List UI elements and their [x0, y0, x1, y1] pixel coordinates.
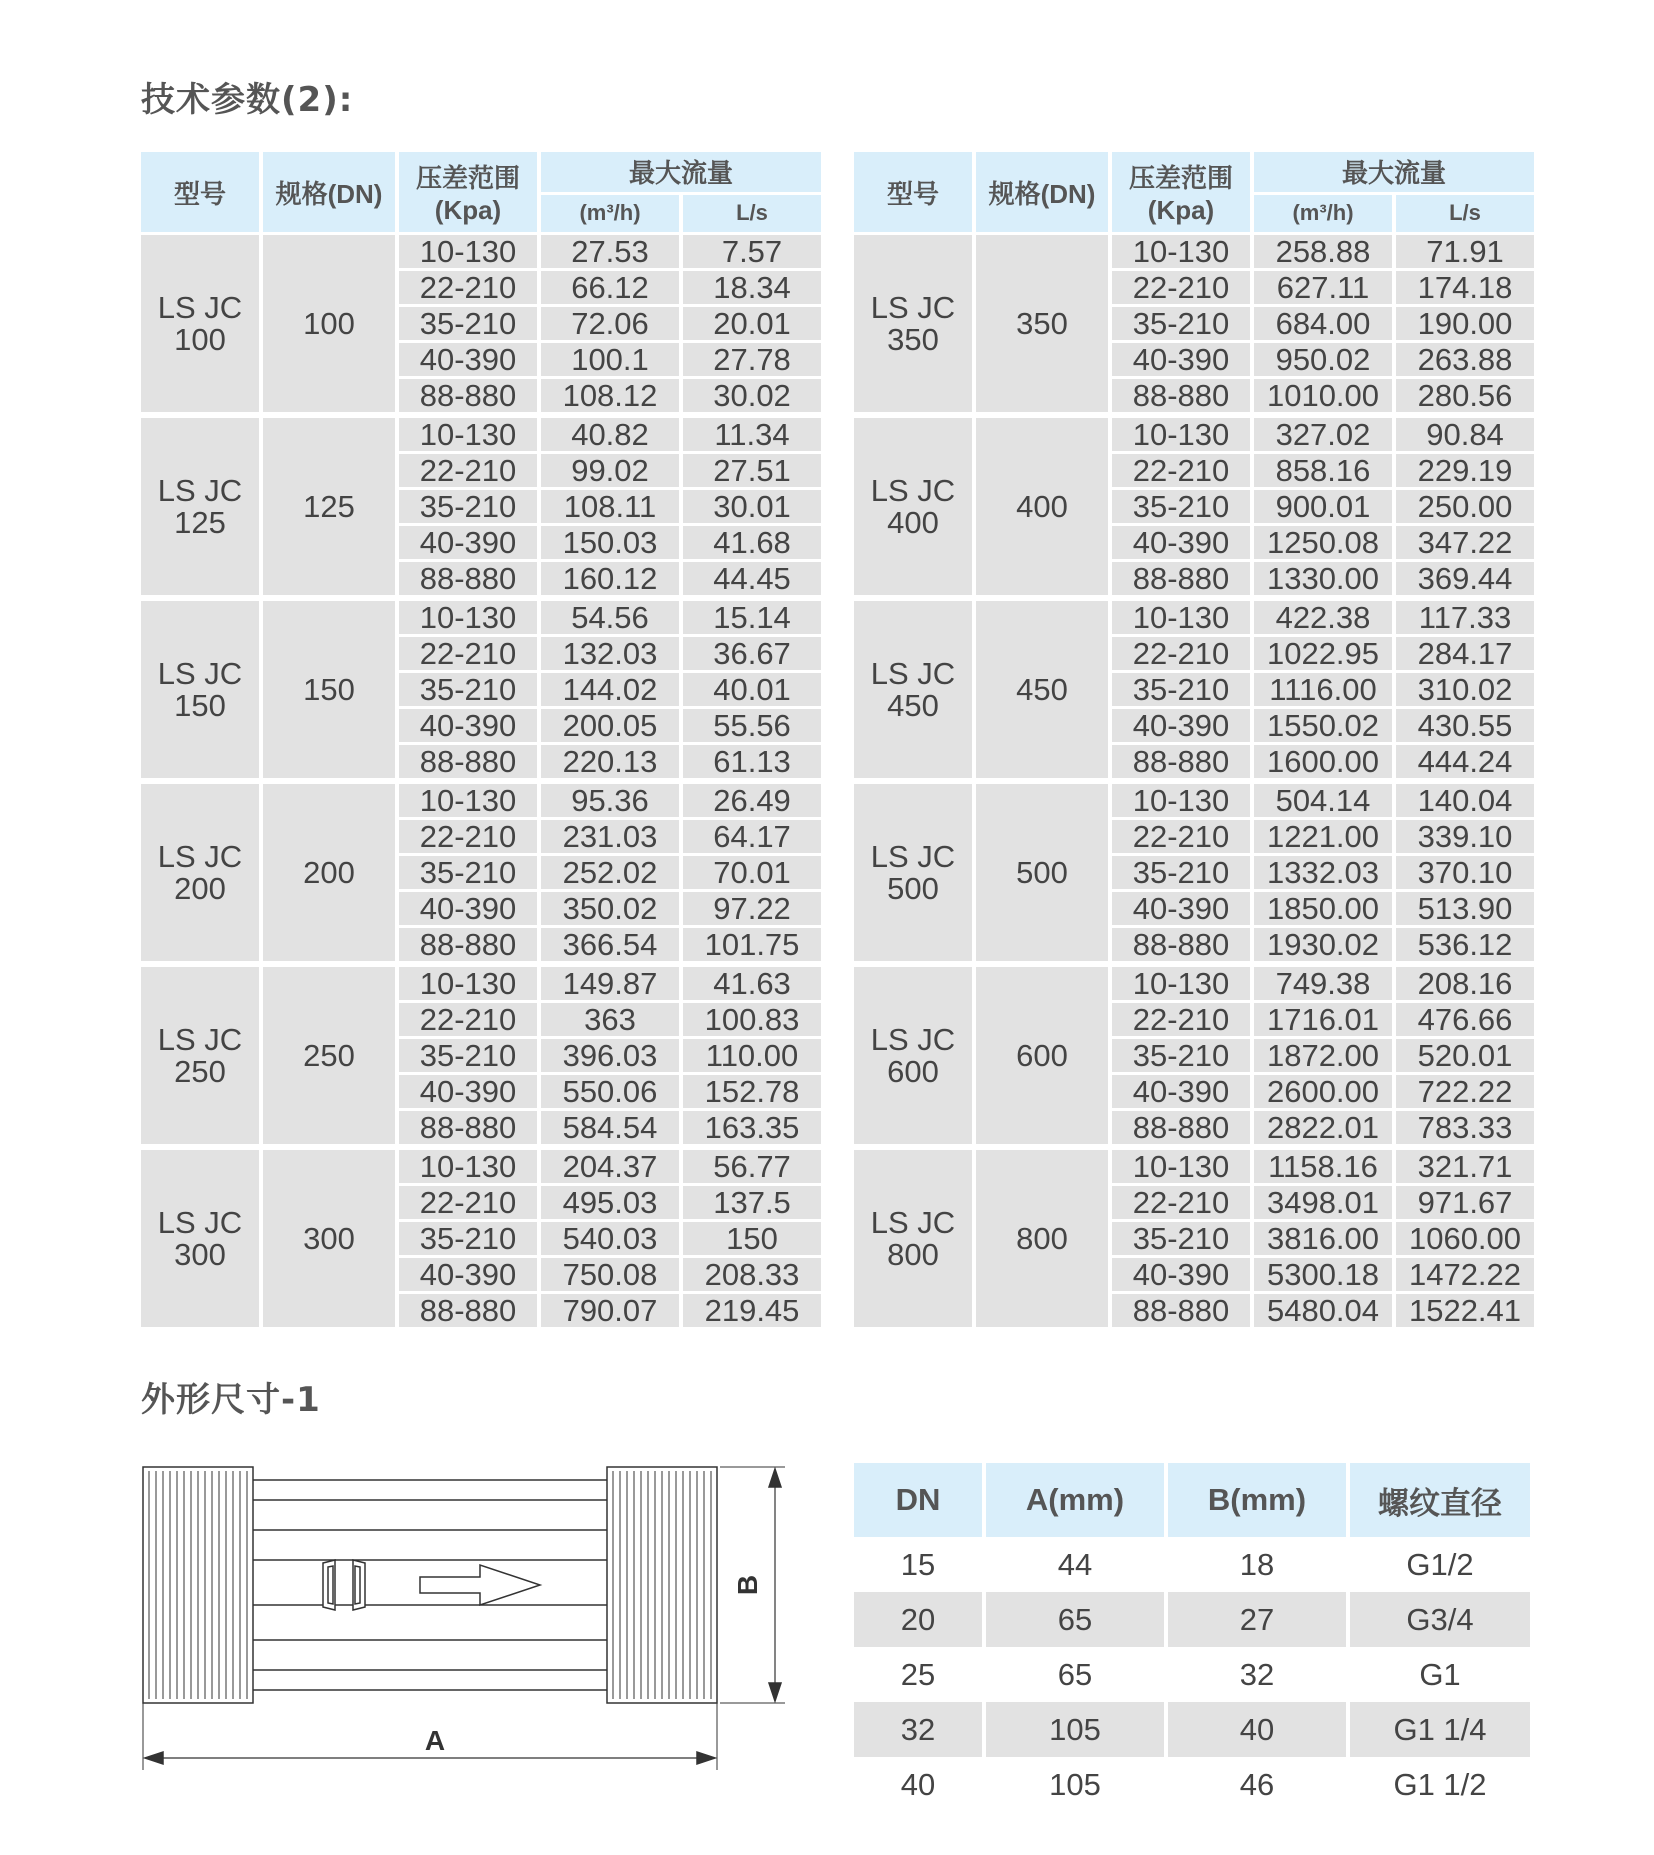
pressure-cell: 88-880 [1112, 928, 1254, 967]
flow-m3h-cell: 327.02 [1254, 418, 1396, 454]
pressure-cell: 35-210 [399, 307, 541, 343]
table-row [854, 1592, 1530, 1647]
pressure-cell: 88-880 [1112, 562, 1254, 601]
pressure-cell: 88-880 [399, 1294, 541, 1333]
flow-m3h-cell: 627.11 [1254, 271, 1396, 307]
flow-m3h-cell: 72.06 [541, 307, 683, 343]
dim-cell: 20 [854, 1592, 986, 1647]
pressure-cell: 35-210 [1112, 307, 1254, 343]
flow-ls-cell: 56.77 [683, 1150, 821, 1186]
header-dn: 规格(DN) [976, 152, 1112, 235]
table-row [854, 418, 1534, 454]
flow-ls-cell: 30.01 [683, 490, 821, 526]
pressure-cell: 88-880 [399, 928, 541, 967]
table-row [854, 1757, 1530, 1812]
pressure-cell: 22-210 [399, 1003, 541, 1039]
pressure-cell: 40-390 [1112, 709, 1254, 745]
flow-m3h-cell: 790.07 [541, 1294, 683, 1333]
header-unit-ls: L/s [1396, 195, 1534, 235]
flow-m3h-cell: 1221.00 [1254, 820, 1396, 856]
fitting-drawing [135, 1455, 795, 1785]
flow-m3h-cell: 1022.95 [1254, 637, 1396, 673]
table-row [854, 967, 1534, 1003]
flow-ls-cell: 347.22 [1396, 526, 1534, 562]
flow-ls-cell: 18.34 [683, 271, 821, 307]
flow-ls-cell: 536.12 [1396, 928, 1534, 967]
pressure-cell: 35-210 [399, 1039, 541, 1075]
flow-ls-cell: 370.10 [1396, 856, 1534, 892]
model-cell: LS JC 150 [141, 601, 263, 784]
dim-cell: 32 [854, 1702, 986, 1757]
dim-cell: 105 [986, 1757, 1168, 1812]
flow-ls-cell: 100.83 [683, 1003, 821, 1039]
flow-ls-cell: 219.45 [683, 1294, 821, 1333]
flow-m3h-cell: 750.08 [541, 1258, 683, 1294]
pressure-cell: 40-390 [1112, 343, 1254, 379]
flow-ls-cell: 101.75 [683, 928, 821, 967]
pressure-cell: 40-390 [1112, 1075, 1254, 1111]
model-cell: LS JC 125 [141, 418, 263, 601]
flow-ls-cell: 1522.41 [1396, 1294, 1534, 1333]
flow-m3h-cell: 1250.08 [1254, 526, 1396, 562]
flow-ls-cell: 513.90 [1396, 892, 1534, 928]
flow-ls-cell: 280.56 [1396, 379, 1534, 418]
flow-ls-cell: 140.04 [1396, 784, 1534, 820]
header-model: 型号 [141, 152, 263, 235]
table-row [854, 1150, 1534, 1186]
flow-ls-cell: 1472.22 [1396, 1258, 1534, 1294]
dimension-b-label: B [732, 1574, 763, 1596]
header-pressure: 压差范围 (Kpa) [399, 152, 541, 235]
flow-m3h-cell: 1330.00 [1254, 562, 1396, 601]
pressure-cell: 88-880 [1112, 745, 1254, 784]
flow-m3h-cell: 1600.00 [1254, 745, 1396, 784]
pressure-cell: 40-390 [399, 526, 541, 562]
pressure-cell: 10-130 [399, 967, 541, 1003]
dim-cell: 32 [1168, 1647, 1350, 1702]
model-cell: LS JC 800 [854, 1150, 976, 1333]
flow-ls-cell: 321.71 [1396, 1150, 1534, 1186]
flow-m3h-cell: 504.14 [1254, 784, 1396, 820]
dn-cell: 350 [976, 235, 1112, 418]
model-cell: LS JC 100 [141, 235, 263, 418]
flow-m3h-cell: 2822.01 [1254, 1111, 1396, 1150]
pressure-cell: 22-210 [399, 637, 541, 673]
flow-m3h-cell: 2600.00 [1254, 1075, 1396, 1111]
flow-ls-cell: 27.51 [683, 454, 821, 490]
flow-m3h-cell: 1158.16 [1254, 1150, 1396, 1186]
flow-ls-cell: 783.33 [1396, 1111, 1534, 1150]
spec-table-right [854, 152, 1534, 1333]
flow-ls-cell: 152.78 [683, 1075, 821, 1111]
flow-ls-cell: 229.19 [1396, 454, 1534, 490]
pressure-cell: 35-210 [1112, 856, 1254, 892]
dim-cell: 65 [986, 1647, 1168, 1702]
flow-ls-cell: 110.00 [683, 1039, 821, 1075]
dim-cell: 25 [854, 1647, 986, 1702]
flow-m3h-cell: 220.13 [541, 745, 683, 784]
pressure-cell: 22-210 [1112, 820, 1254, 856]
flow-m3h-cell: 1850.00 [1254, 892, 1396, 928]
flow-ls-cell: 971.67 [1396, 1186, 1534, 1222]
dim-cell: 65 [986, 1592, 1168, 1647]
pressure-cell: 10-130 [1112, 1150, 1254, 1186]
dim-cell: 44 [986, 1537, 1168, 1592]
flow-ls-cell: 310.02 [1396, 673, 1534, 709]
flow-ls-cell: 284.17 [1396, 637, 1534, 673]
pressure-cell: 40-390 [399, 892, 541, 928]
flow-ls-cell: 339.10 [1396, 820, 1534, 856]
flow-ls-cell: 150 [683, 1222, 821, 1258]
flow-m3h-cell: 540.03 [541, 1222, 683, 1258]
pressure-cell: 35-210 [399, 673, 541, 709]
dim-cell: 18 [1168, 1537, 1350, 1592]
pressure-cell: 35-210 [399, 856, 541, 892]
flow-ls-cell: 520.01 [1396, 1039, 1534, 1075]
flow-m3h-cell: 1010.00 [1254, 379, 1396, 418]
flow-m3h-cell: 749.38 [1254, 967, 1396, 1003]
flow-ls-cell: 208.33 [683, 1258, 821, 1294]
dim-header-a: A(mm) [986, 1463, 1168, 1537]
table-row [854, 1702, 1530, 1757]
flow-ls-cell: 30.02 [683, 379, 821, 418]
flow-m3h-cell: 200.05 [541, 709, 683, 745]
dn-cell: 600 [976, 967, 1112, 1150]
dn-cell: 500 [976, 784, 1112, 967]
dn-cell: 400 [976, 418, 1112, 601]
flow-m3h-cell: 366.54 [541, 928, 683, 967]
flow-m3h-cell: 54.56 [541, 601, 683, 637]
dim-cell: G1 1/2 [1393, 1766, 1487, 1802]
flow-ls-cell: 41.68 [683, 526, 821, 562]
flow-m3h-cell: 160.12 [541, 562, 683, 601]
flow-ls-cell: 174.18 [1396, 271, 1534, 307]
header-unit-m3h: (m³/h) [541, 195, 683, 235]
pressure-cell: 22-210 [1112, 1003, 1254, 1039]
header-max-flow: 最大流量 [541, 152, 821, 195]
table-row [854, 235, 1534, 271]
dn-cell: 125 [263, 418, 399, 601]
header-unit-m3h: (m³/h) [1254, 195, 1396, 235]
dim-cell: G1 1/4 [1350, 1702, 1530, 1757]
dn-cell: 150 [263, 601, 399, 784]
flow-ls-cell: 41.63 [683, 967, 821, 1003]
model-cell: LS JC 200 [141, 784, 263, 967]
flow-m3h-cell: 550.06 [541, 1075, 683, 1111]
dim-cell: 105 [986, 1702, 1168, 1757]
flow-ls-cell: 250.00 [1396, 490, 1534, 526]
pressure-cell: 10-130 [1112, 967, 1254, 1003]
flow-m3h-cell: 132.03 [541, 637, 683, 673]
flow-m3h-cell: 1872.00 [1254, 1039, 1396, 1075]
pressure-cell: 10-130 [399, 1150, 541, 1186]
flow-ls-cell: 444.24 [1396, 745, 1534, 784]
flow-m3h-cell: 363 [541, 1003, 683, 1039]
flow-ls-cell: 27.78 [683, 343, 821, 379]
dimension-a-label: A [424, 1725, 446, 1756]
flow-ls-cell: 208.16 [1396, 967, 1534, 1003]
flow-m3h-cell: 231.03 [541, 820, 683, 856]
pressure-cell: 40-390 [399, 1258, 541, 1294]
pressure-cell: 35-210 [1112, 1039, 1254, 1075]
table-row [141, 418, 821, 454]
table-row [141, 601, 821, 637]
flow-m3h-cell: 95.36 [541, 784, 683, 820]
pressure-cell: 35-210 [1112, 1222, 1254, 1258]
pressure-cell: 10-130 [399, 601, 541, 637]
flow-ls-cell: 97.22 [683, 892, 821, 928]
pressure-cell: 40-390 [1112, 1258, 1254, 1294]
pressure-cell: 40-390 [399, 343, 541, 379]
flow-m3h-cell: 900.01 [1254, 490, 1396, 526]
flow-ls-cell: 44.45 [683, 562, 821, 601]
flow-m3h-cell: 149.87 [541, 967, 683, 1003]
flow-m3h-cell: 5480.04 [1254, 1294, 1396, 1333]
pressure-cell: 40-390 [399, 1075, 541, 1111]
flow-m3h-cell: 100.1 [541, 343, 683, 379]
flow-m3h-cell: 258.88 [1254, 235, 1396, 271]
table-row [854, 784, 1534, 820]
flow-ls-cell: 64.17 [683, 820, 821, 856]
flow-ls-cell: 15.14 [683, 601, 821, 637]
dim-cell: 40 [1168, 1702, 1350, 1757]
dim-cell: 15 [854, 1537, 986, 1592]
pressure-cell: 22-210 [1112, 1186, 1254, 1222]
dn-cell: 100 [263, 235, 399, 418]
flow-m3h-cell: 3816.00 [1254, 1222, 1396, 1258]
pressure-cell: 10-130 [399, 235, 541, 271]
dimension-table [854, 1463, 1530, 1812]
flow-ls-cell: 137.5 [683, 1186, 821, 1222]
pressure-cell: 22-210 [399, 820, 541, 856]
pressure-cell: 22-210 [1112, 637, 1254, 673]
pressure-cell: 10-130 [1112, 418, 1254, 454]
flow-ls-cell: 263.88 [1396, 343, 1534, 379]
table-row [854, 601, 1534, 637]
flow-ls-cell: 430.55 [1396, 709, 1534, 745]
pressure-cell: 35-210 [399, 1222, 541, 1258]
table-row [141, 784, 821, 820]
flow-ls-cell: 20.01 [683, 307, 821, 343]
flow-m3h-cell: 422.38 [1254, 601, 1396, 637]
pressure-cell: 35-210 [1112, 673, 1254, 709]
flow-m3h-cell: 144.02 [541, 673, 683, 709]
flow-ls-cell: 163.35 [683, 1111, 821, 1150]
header-unit-ls: L/s [683, 195, 821, 235]
flow-m3h-cell: 1716.01 [1254, 1003, 1396, 1039]
model-cell: LS JC 300 [141, 1150, 263, 1333]
pressure-cell: 88-880 [399, 1111, 541, 1150]
flow-ls-cell: 71.91 [1396, 235, 1534, 271]
pressure-cell: 10-130 [1112, 601, 1254, 637]
pressure-cell: 40-390 [399, 709, 541, 745]
flow-ls-cell: 117.33 [1396, 601, 1534, 637]
flow-m3h-cell: 40.82 [541, 418, 683, 454]
flow-ls-cell: 55.56 [683, 709, 821, 745]
flow-m3h-cell: 99.02 [541, 454, 683, 490]
model-cell: LS JC 600 [854, 967, 976, 1150]
flow-ls-cell: 1060.00 [1396, 1222, 1534, 1258]
flow-m3h-cell: 584.54 [541, 1111, 683, 1150]
dn-cell: 250 [263, 967, 399, 1150]
dn-cell: 450 [976, 601, 1112, 784]
pressure-cell: 88-880 [1112, 379, 1254, 418]
flow-ls-cell: 7.57 [683, 235, 821, 271]
model-cell: LS JC 350 [854, 235, 976, 418]
flow-m3h-cell: 108.11 [541, 490, 683, 526]
pressure-cell: 88-880 [399, 379, 541, 418]
flow-m3h-cell: 1332.03 [1254, 856, 1396, 892]
pressure-cell: 88-880 [1112, 1111, 1254, 1150]
flow-m3h-cell: 150.03 [541, 526, 683, 562]
pressure-cell: 35-210 [399, 490, 541, 526]
header-max-flow: 最大流量 [1254, 152, 1534, 195]
flow-ls-cell: 476.66 [1396, 1003, 1534, 1039]
flow-m3h-cell: 204.37 [541, 1150, 683, 1186]
flow-m3h-cell: 684.00 [1254, 307, 1396, 343]
flow-m3h-cell: 66.12 [541, 271, 683, 307]
flow-ls-cell: 36.67 [683, 637, 821, 673]
flow-m3h-cell: 27.53 [541, 235, 683, 271]
dim-header-dn: DN [854, 1463, 986, 1537]
dim-cell: G1/2 [1406, 1546, 1474, 1582]
table-row [141, 1150, 821, 1186]
dn-cell: 200 [263, 784, 399, 967]
flow-m3h-cell: 396.03 [541, 1039, 683, 1075]
flow-ls-cell: 40.01 [683, 673, 821, 709]
table-row [141, 235, 821, 271]
flow-m3h-cell: 950.02 [1254, 343, 1396, 379]
flow-ls-cell: 61.13 [683, 745, 821, 784]
flow-m3h-cell: 108.12 [541, 379, 683, 418]
pressure-cell: 88-880 [399, 745, 541, 784]
flow-ls-cell: 369.44 [1396, 562, 1534, 601]
dim-cell: G1 [1419, 1656, 1461, 1692]
flow-ls-cell: 70.01 [683, 856, 821, 892]
pressure-cell: 10-130 [399, 418, 541, 454]
flow-m3h-cell: 3498.01 [1254, 1186, 1396, 1222]
pressure-cell: 22-210 [1112, 271, 1254, 307]
flow-m3h-cell: 495.03 [541, 1186, 683, 1222]
pressure-cell: 88-880 [1112, 1294, 1254, 1333]
flow-ls-cell: 90.84 [1396, 418, 1534, 454]
pressure-cell: 10-130 [399, 784, 541, 820]
dim-header-thread: 螺纹直径 [1350, 1463, 1530, 1537]
table-row [141, 967, 821, 1003]
dim-cell: 46 [1168, 1757, 1350, 1812]
pressure-cell: 22-210 [399, 271, 541, 307]
flow-m3h-cell: 1116.00 [1254, 673, 1396, 709]
pressure-cell: 40-390 [1112, 526, 1254, 562]
dimensions-title: 外形尺寸-1 [141, 1380, 321, 1420]
flow-m3h-cell: 1930.02 [1254, 928, 1396, 967]
dim-header-b: B(mm) [1168, 1463, 1350, 1537]
flow-m3h-cell: 252.02 [541, 856, 683, 892]
table-row [854, 1647, 1530, 1702]
pressure-cell: 35-210 [1112, 490, 1254, 526]
model-cell: LS JC 400 [854, 418, 976, 601]
header-pressure: 压差范围 (Kpa) [1112, 152, 1254, 235]
spec-table-left [141, 152, 821, 1333]
flow-ls-cell: 11.34 [683, 418, 821, 454]
dn-cell: 800 [976, 1150, 1112, 1333]
pressure-cell: 22-210 [1112, 454, 1254, 490]
flow-m3h-cell: 1550.02 [1254, 709, 1396, 745]
dn-cell: 300 [263, 1150, 399, 1333]
model-cell: LS JC 500 [854, 784, 976, 967]
model-cell: LS JC 250 [141, 967, 263, 1150]
dim-cell: G3/4 [1350, 1592, 1530, 1647]
tech-params-title: 技术参数(2): [141, 80, 354, 120]
flow-ls-cell: 722.22 [1396, 1075, 1534, 1111]
dim-cell: 27 [1168, 1592, 1350, 1647]
pressure-cell: 10-130 [1112, 235, 1254, 271]
header-model: 型号 [854, 152, 976, 235]
flow-m3h-cell: 858.16 [1254, 454, 1396, 490]
flow-ls-cell: 26.49 [683, 784, 821, 820]
table-row [854, 1537, 1530, 1592]
flow-ls-cell: 190.00 [1396, 307, 1534, 343]
flow-m3h-cell: 5300.18 [1254, 1258, 1396, 1294]
header-dn: 规格(DN) [263, 152, 399, 235]
pressure-cell: 22-210 [399, 1186, 541, 1222]
pressure-cell: 10-130 [1112, 784, 1254, 820]
pressure-cell: 22-210 [399, 454, 541, 490]
flow-m3h-cell: 350.02 [541, 892, 683, 928]
dim-cell: 40 [854, 1757, 986, 1812]
model-cell: LS JC 450 [854, 601, 976, 784]
pressure-cell: 88-880 [399, 562, 541, 601]
pressure-cell: 40-390 [1112, 892, 1254, 928]
